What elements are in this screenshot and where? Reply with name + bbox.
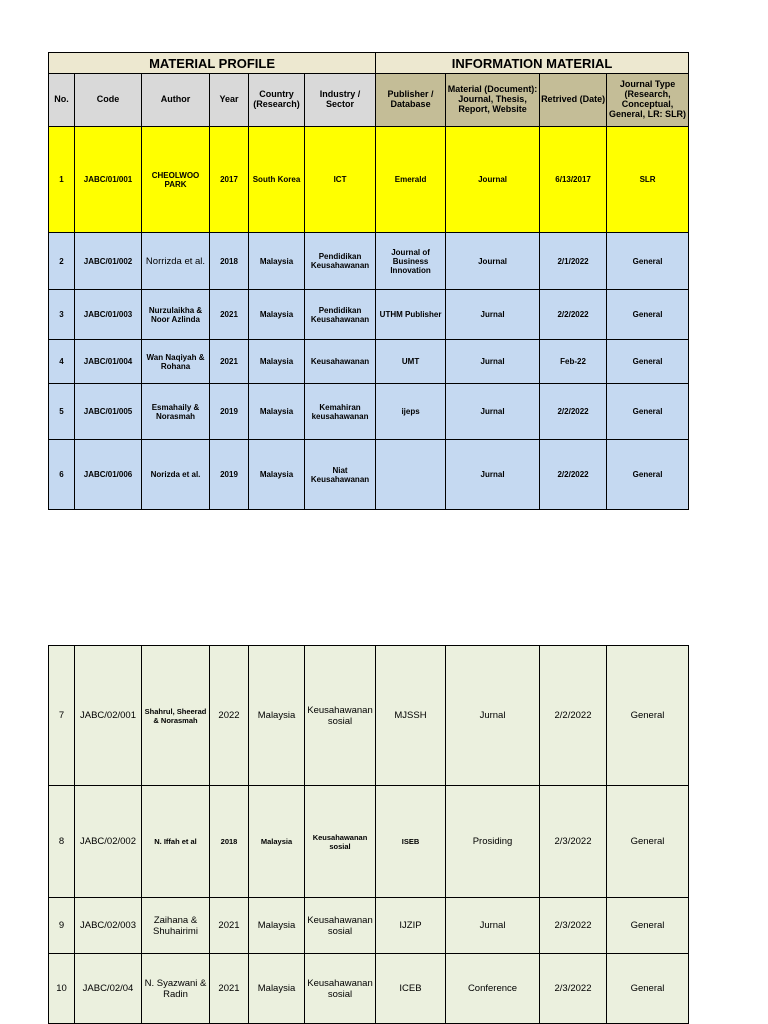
cell-no: 1: [49, 127, 75, 233]
cell-no: 5: [49, 384, 75, 440]
table-row: [49, 290, 689, 340]
cell-author: Zaihana & Shuhairimi: [142, 898, 210, 954]
column-header-publisher: Publisher / Database: [376, 74, 446, 127]
cell-publisher: UTHM Publisher: [376, 290, 446, 340]
material-table-top: [48, 52, 689, 510]
material-table-bottom: [48, 645, 689, 1024]
cell-publisher: ICEB: [376, 954, 446, 1024]
cell-country: Malaysia: [249, 954, 305, 1024]
cell-country: South Korea: [249, 127, 305, 233]
table-row: [49, 233, 689, 290]
cell-journal-type: General: [607, 233, 689, 290]
cell-no: 2: [49, 233, 75, 290]
cell-country: Malaysia: [249, 384, 305, 440]
column-header-year: Year: [210, 74, 249, 127]
cell-journal-type: General: [607, 786, 689, 898]
cell-year: 2022: [210, 646, 249, 786]
cell-year: 2017: [210, 127, 249, 233]
cell-material: Jurnal: [446, 340, 540, 384]
cell-journal-type: SLR: [607, 127, 689, 233]
cell-industry: Keusahawanan sosial: [305, 954, 376, 1024]
cell-code: JABC/01/002: [75, 233, 142, 290]
cell-industry: Keusahawanan sosial: [305, 898, 376, 954]
table-row: [49, 384, 689, 440]
cell-material: Jurnal: [446, 646, 540, 786]
cell-no: 6: [49, 440, 75, 510]
cell-retrieved: 2/1/2022: [540, 233, 607, 290]
cell-year: 2021: [210, 954, 249, 1024]
cell-material: Journal: [446, 233, 540, 290]
cell-code: JABC/01/006: [75, 440, 142, 510]
cell-industry: Keusahawanan: [305, 340, 376, 384]
cell-author: Wan Naqiyah & Rohana: [142, 340, 210, 384]
cell-retrieved: 6/13/2017: [540, 127, 607, 233]
cell-author: N. Iffah et al: [142, 786, 210, 898]
cell-publisher: ijeps: [376, 384, 446, 440]
cell-year: 2019: [210, 384, 249, 440]
cell-industry: Niat Keusahawanan: [305, 440, 376, 510]
material-profile-header: MATERIAL PROFILE: [49, 53, 376, 74]
table-row: [49, 646, 689, 786]
table-row: [49, 954, 689, 1024]
cell-code: JABC/01/001: [75, 127, 142, 233]
cell-author: N. Syazwani & Radin: [142, 954, 210, 1024]
cell-retrieved: 2/2/2022: [540, 440, 607, 510]
information-material-header: INFORMATION MATERIAL: [376, 53, 689, 74]
cell-country: Malaysia: [249, 290, 305, 340]
cell-no: 9: [49, 898, 75, 954]
cell-material: Prosiding: [446, 786, 540, 898]
cell-material: Jurnal: [446, 440, 540, 510]
table-row: [49, 786, 689, 898]
cell-publisher: UMT: [376, 340, 446, 384]
cell-retrieved: Feb-22: [540, 340, 607, 384]
cell-journal-type: General: [607, 384, 689, 440]
cell-year: 2019: [210, 440, 249, 510]
cell-retrieved: 2/2/2022: [540, 290, 607, 340]
cell-publisher: Journal of Business Innovation: [376, 233, 446, 290]
cell-year: 2021: [210, 898, 249, 954]
cell-no: 3: [49, 290, 75, 340]
column-header-country: Country (Research): [249, 74, 305, 127]
cell-country: Malaysia: [249, 233, 305, 290]
cell-year: 2021: [210, 290, 249, 340]
cell-material: Jurnal: [446, 290, 540, 340]
cell-author: CHEOLWOO PARK: [142, 127, 210, 233]
cell-journal-type: General: [607, 290, 689, 340]
cell-year: 2021: [210, 340, 249, 384]
cell-journal-type: General: [607, 440, 689, 510]
cell-no: 7: [49, 646, 75, 786]
cell-code: JABC/02/001: [75, 646, 142, 786]
cell-material: Journal: [446, 127, 540, 233]
cell-country: Malaysia: [249, 440, 305, 510]
cell-journal-type: General: [607, 340, 689, 384]
column-header-no: No.: [49, 74, 75, 127]
cell-no: 10: [49, 954, 75, 1024]
column-header-journal-type: Journal Type (Research, Conceptual, General, LR: SLR): [607, 74, 689, 127]
cell-publisher: ISEB: [376, 786, 446, 898]
cell-material: Conference: [446, 954, 540, 1024]
table-row: [49, 440, 689, 510]
cell-journal-type: General: [607, 954, 689, 1024]
cell-country: Malaysia: [249, 898, 305, 954]
cell-industry: Keusahawanan sosial: [305, 786, 376, 898]
cell-country: Malaysia: [249, 340, 305, 384]
cell-no: 4: [49, 340, 75, 384]
cell-material: Jurnal: [446, 898, 540, 954]
cell-publisher: Emerald: [376, 127, 446, 233]
cell-code: JABC/02/04: [75, 954, 142, 1024]
column-header-industry: Industry / Sector: [305, 74, 376, 127]
cell-publisher: [376, 440, 446, 510]
cell-author: Nurzulaikha & Noor Azlinda: [142, 290, 210, 340]
cell-industry: Pendidikan Keusahawanan: [305, 290, 376, 340]
cell-code: JABC/01/003: [75, 290, 142, 340]
cell-retrieved: 2/3/2022: [540, 954, 607, 1024]
cell-code: JABC/01/004: [75, 340, 142, 384]
cell-journal-type: General: [607, 898, 689, 954]
table-row: [49, 127, 689, 233]
cell-author: Shahrul, Sheerad & Norasmah: [142, 646, 210, 786]
cell-industry: Pendidikan Keusahawanan: [305, 233, 376, 290]
cell-code: JABC/02/002: [75, 786, 142, 898]
cell-author: Norrizda et al.: [142, 233, 210, 290]
column-header-retrieved: Retrived (Date): [540, 74, 607, 127]
cell-author: Norizda et al.: [142, 440, 210, 510]
cell-publisher: IJZIP: [376, 898, 446, 954]
cell-code: JABC/02/003: [75, 898, 142, 954]
column-header-material: Material (Document): Journal, Thesis, Report, Website: [446, 74, 540, 127]
cell-retrieved: 2/3/2022: [540, 786, 607, 898]
cell-industry: Kemahiran keusahawanan: [305, 384, 376, 440]
cell-journal-type: General: [607, 646, 689, 786]
table-row: [49, 898, 689, 954]
cell-no: 8: [49, 786, 75, 898]
cell-industry: ICT: [305, 127, 376, 233]
cell-material: Jurnal: [446, 384, 540, 440]
cell-author: Esmahaily & Norasmah: [142, 384, 210, 440]
cell-retrieved: 2/3/2022: [540, 898, 607, 954]
column-header-author: Author: [142, 74, 210, 127]
cell-year: 2018: [210, 233, 249, 290]
cell-country: Malaysia: [249, 786, 305, 898]
table-row: [49, 340, 689, 384]
cell-year: 2018: [210, 786, 249, 898]
column-header-code: Code: [75, 74, 142, 127]
cell-retrieved: 2/2/2022: [540, 646, 607, 786]
cell-code: JABC/01/005: [75, 384, 142, 440]
cell-retrieved: 2/2/2022: [540, 384, 607, 440]
cell-country: Malaysia: [249, 646, 305, 786]
cell-industry: Keusahawanan sosial: [305, 646, 376, 786]
cell-publisher: MJSSH: [376, 646, 446, 786]
